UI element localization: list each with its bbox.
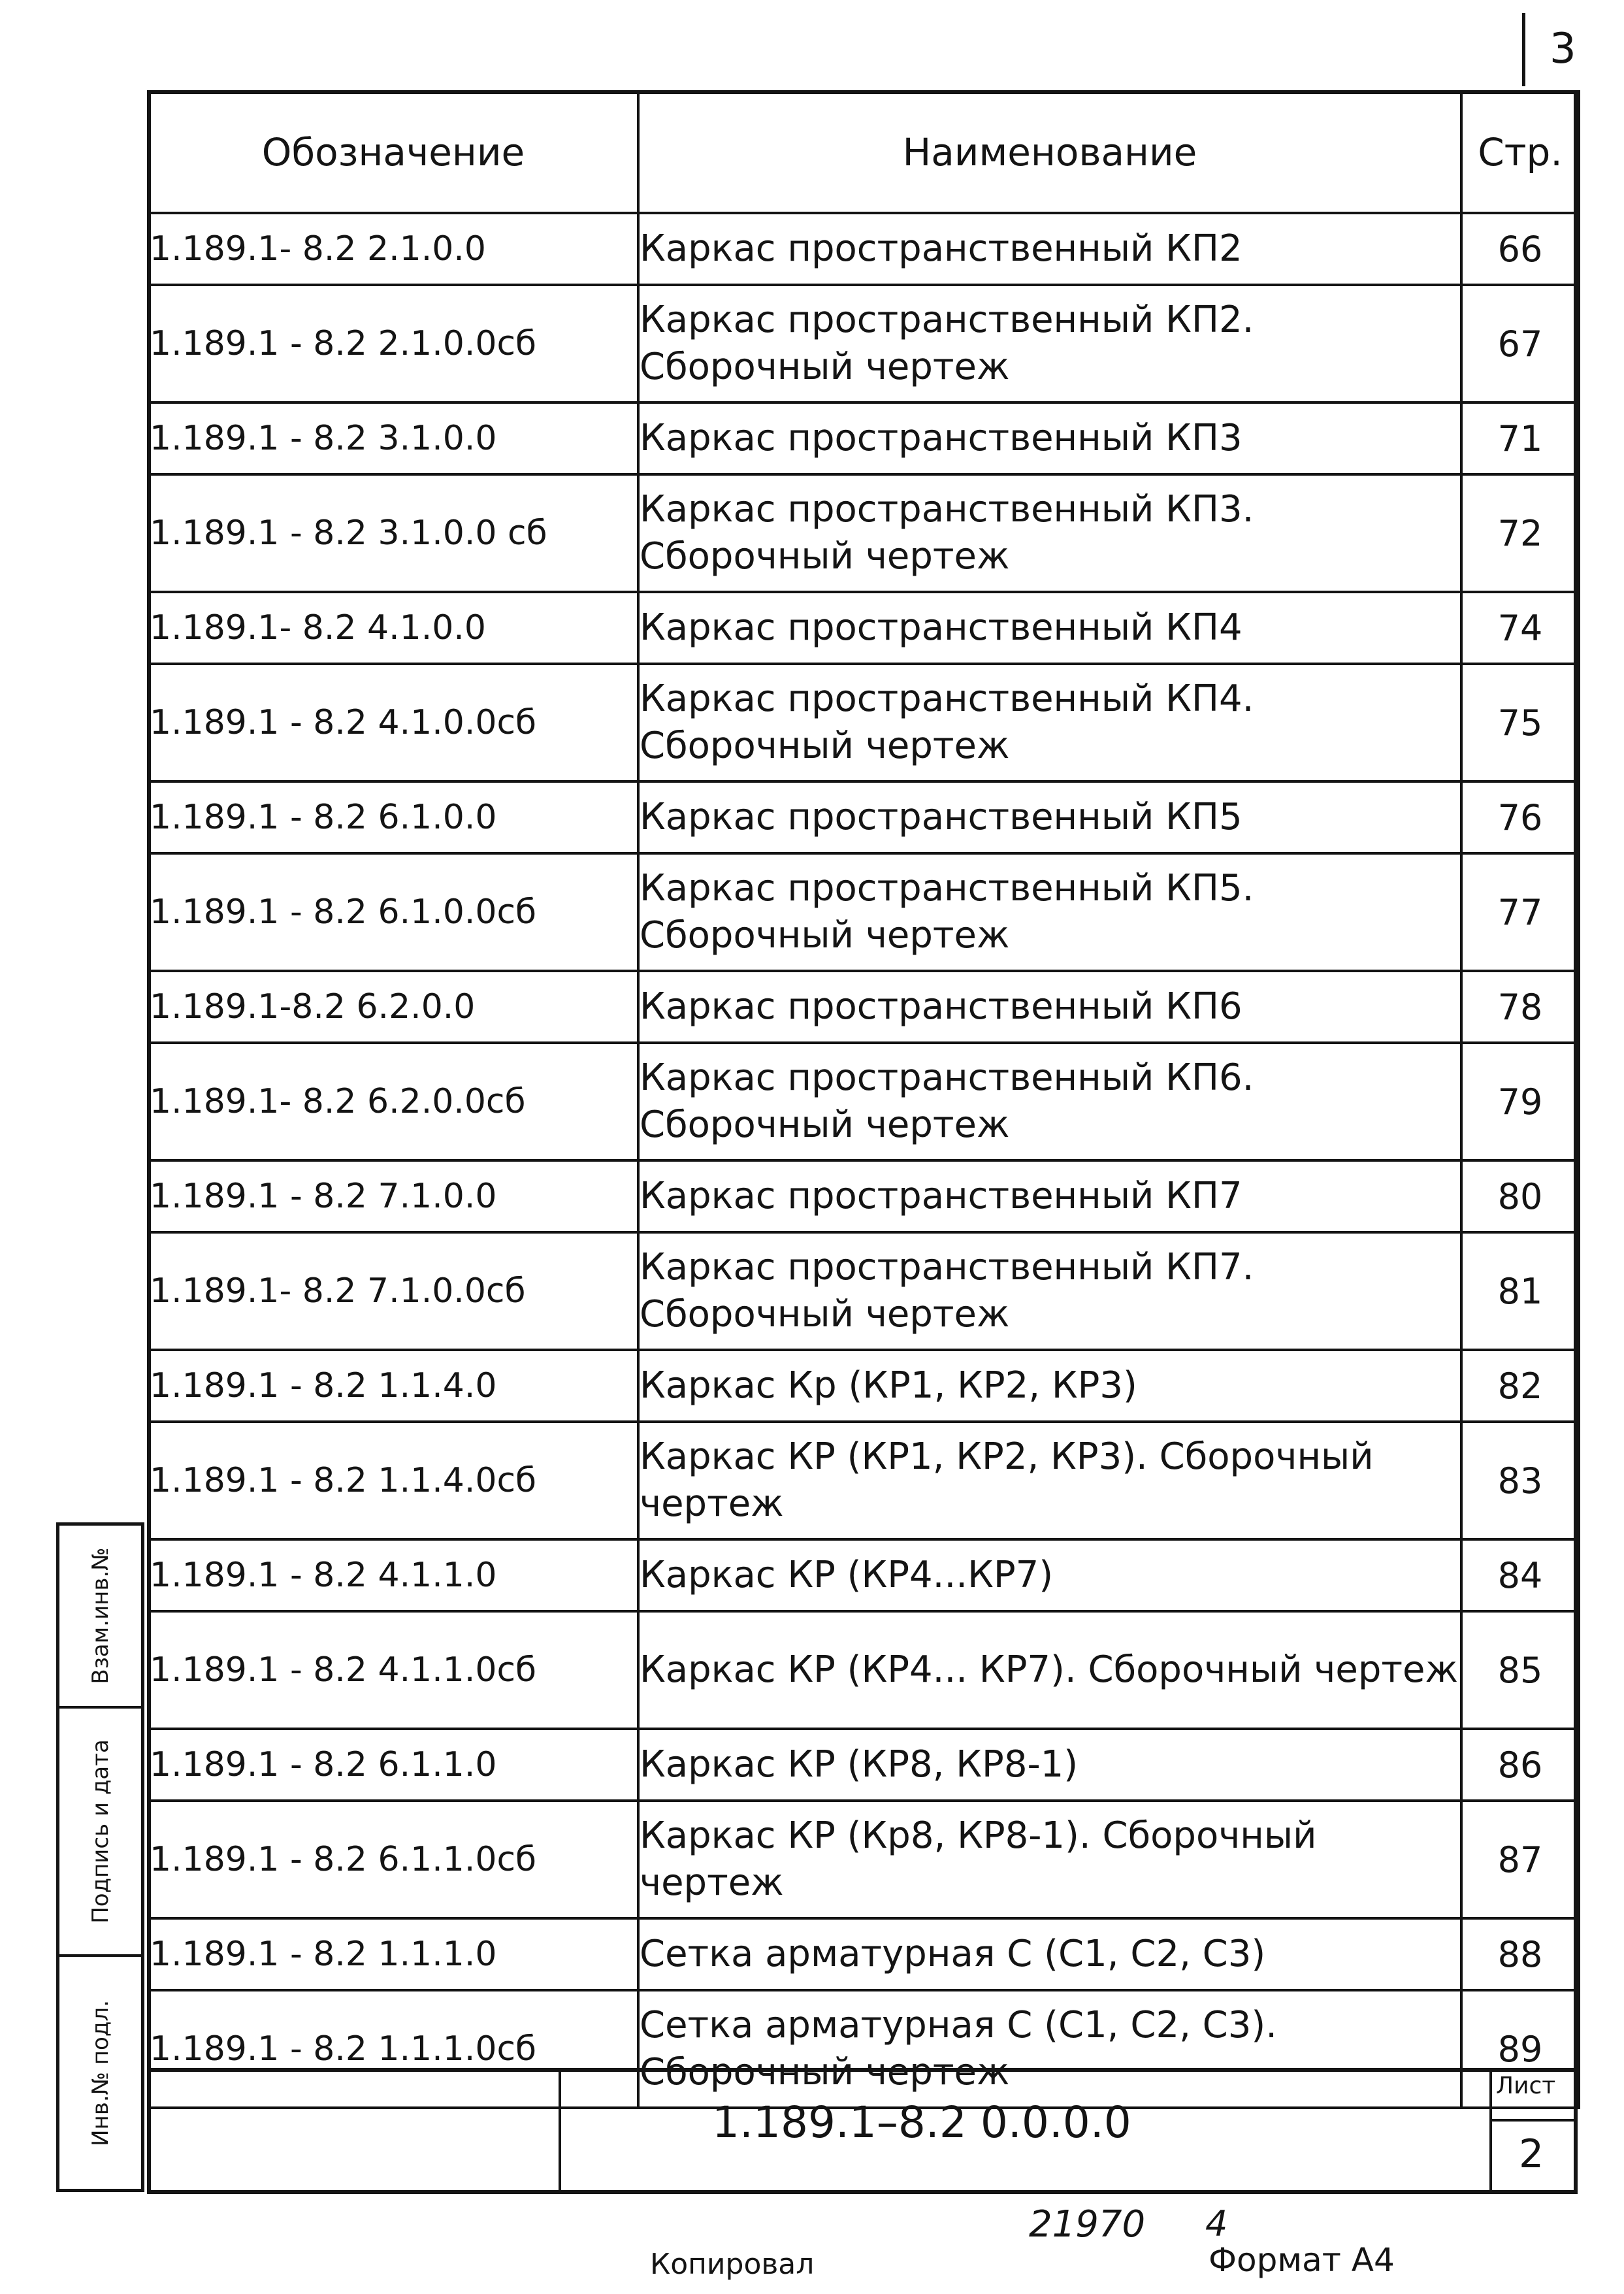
side-label-vzam-inv: Взам.инв.№ <box>87 1547 114 1684</box>
row-code: 1.189.1 - 8.2 4.1.0.0сб <box>148 664 638 781</box>
row-page: 79 <box>1461 1043 1579 1160</box>
row-code: 1.189.1 - 8.2 4.1.1.0сб <box>148 1611 638 1729</box>
row-name: Каркас КР (КР4...КР7) <box>638 1539 1461 1611</box>
row-page: 83 <box>1461 1422 1579 1539</box>
table-row <box>148 592 1579 664</box>
row-page: 66 <box>1461 213 1579 285</box>
row-name: Каркас КР (КР4... КР7). Сборочный чертеж <box>638 1611 1461 1729</box>
row-name: Каркас пространственный КП4 <box>638 592 1461 664</box>
row-page: 82 <box>1461 1350 1579 1422</box>
table-row <box>148 474 1579 592</box>
row-page: 87 <box>1461 1801 1579 1918</box>
specification-table <box>147 90 1580 2109</box>
row-code: 1.189.1-8.2 6.2.0.0 <box>148 971 638 1043</box>
table-row <box>148 664 1579 781</box>
copied-label: Копировал <box>650 2248 815 2281</box>
document-code: 1.189.1–8.2 0.0.0.0 <box>712 2097 1131 2148</box>
row-page: 78 <box>1461 971 1579 1043</box>
row-page: 85 <box>1461 1611 1579 1729</box>
row-page: 72 <box>1461 474 1579 592</box>
row-name: Каркас пространственный КП2. Сборочный чертеж <box>638 285 1461 402</box>
inventory-sub: 4 <box>1205 2203 1228 2244</box>
title-block-divider <box>1489 2068 1492 2194</box>
side-cell-inv-podl <box>59 1957 141 2189</box>
side-cell-signature <box>59 1709 141 1957</box>
row-page: 77 <box>1461 853 1579 971</box>
row-name: Каркас пространственный КП4. Сборочный чертеж <box>638 664 1461 781</box>
title-block-divider <box>1489 2119 1578 2122</box>
row-code: 1.189.1 - 8.2 3.1.0.0 <box>148 402 638 474</box>
row-name: Каркас КР (КР1, КР2, КР3). Сборочный чертеж <box>638 1422 1461 1539</box>
row-name: Сетка арматурная С (С1, С2, С3) <box>638 1918 1461 1990</box>
row-code: 1.189.1 - 8.2 1.1.1.0 <box>148 1918 638 1990</box>
table-row <box>148 853 1579 971</box>
sheet-value: 2 <box>1519 2131 1544 2177</box>
row-code: 1.189.1- 8.2 7.1.0.0сб <box>148 1232 638 1350</box>
table-row <box>148 1232 1579 1350</box>
row-page: 88 <box>1461 1918 1579 1990</box>
side-cell-vzam <box>59 1526 141 1709</box>
row-page: 80 <box>1461 1160 1579 1232</box>
row-code: 1.189.1 - 8.2 6.1.0.0сб <box>148 853 638 971</box>
row-code: 1.189.1 - 8.2 2.1.0.0сб <box>148 285 638 402</box>
header-name: Наименование <box>638 91 1461 213</box>
row-code: 1.189.1 - 8.2 4.1.1.0 <box>148 1539 638 1611</box>
row-page: 86 <box>1461 1729 1579 1801</box>
row-name: Каркас Кр (КР1, КР2, КР3) <box>638 1350 1461 1422</box>
row-code: 1.189.1- 8.2 6.2.0.0сб <box>148 1043 638 1160</box>
table-row <box>148 1611 1579 1729</box>
table-row <box>148 971 1579 1043</box>
table-row <box>148 1160 1579 1232</box>
row-name: Каркас пространственный КП3 <box>638 402 1461 474</box>
row-code: 1.189.1 - 8.2 1.1.4.0сб <box>148 1422 638 1539</box>
row-code: 1.189.1- 8.2 4.1.0.0 <box>148 592 638 664</box>
table-row <box>148 1539 1579 1611</box>
side-stamp-strip <box>56 1522 144 2192</box>
row-name: Сетка арматурная С (С1, С2, С3). Сборочный чертеж <box>638 1990 1461 2108</box>
row-page: 74 <box>1461 592 1579 664</box>
row-name: Каркас пространственный КП7. Сборочный чертеж <box>638 1232 1461 1350</box>
table-row <box>148 402 1579 474</box>
header-designation: Обозначение <box>148 91 638 213</box>
row-page: 81 <box>1461 1232 1579 1350</box>
row-code: 1.189.1 - 8.2 6.1.0.0 <box>148 781 638 853</box>
table-row <box>148 285 1579 402</box>
side-label-signature-date: Подпись и дата <box>87 1739 114 1924</box>
table-row <box>148 1801 1579 1918</box>
row-code: 1.189.1 - 8.2 6.1.1.0сб <box>148 1801 638 1918</box>
row-code: 1.189.1- 8.2 2.1.0.0 <box>148 213 638 285</box>
row-name: Каркас КР (Кр8, КР8-1). Сборочный чертеж <box>638 1801 1461 1918</box>
row-name: Каркас пространственный КП3. Сборочный чертеж <box>638 474 1461 592</box>
row-code: 1.189.1 - 8.2 1.1.1.0сб <box>148 1990 638 2108</box>
sheet-label: Лист <box>1496 2073 1556 2099</box>
row-name: Каркас КР (КР8, КР8-1) <box>638 1729 1461 1801</box>
row-page: 89 <box>1461 1990 1579 2108</box>
table-row <box>148 1729 1579 1801</box>
title-block-divider <box>559 2068 561 2194</box>
table-row <box>148 213 1579 285</box>
format-label: Формат А4 <box>1209 2241 1395 2279</box>
row-page: 71 <box>1461 402 1579 474</box>
row-name: Каркас пространственный КП7 <box>638 1160 1461 1232</box>
row-page: 84 <box>1461 1539 1579 1611</box>
table-row <box>148 1043 1579 1160</box>
row-name: Каркас пространственный КП5 <box>638 781 1461 853</box>
side-label-inv-podl: Инв.№ подл. <box>87 1999 114 2146</box>
table-row <box>148 1422 1579 1539</box>
table-row <box>148 1918 1579 1990</box>
row-name: Каркас пространственный КП6 <box>638 971 1461 1043</box>
row-code: 1.189.1 - 8.2 7.1.0.0 <box>148 1160 638 1232</box>
row-page: 75 <box>1461 664 1579 781</box>
row-page: 67 <box>1461 285 1579 402</box>
sheet-number: 3 <box>1550 25 1576 73</box>
row-name: Каркас пространственный КП2 <box>638 213 1461 285</box>
row-code: 1.189.1 - 8.2 3.1.0.0 сб <box>148 474 638 592</box>
row-name: Каркас пространственный КП6. Сборочный чертеж <box>638 1043 1461 1160</box>
row-page: 76 <box>1461 781 1579 853</box>
header-page: Стр. <box>1461 91 1579 213</box>
row-name: Каркас пространственный КП5. Сборочный чертеж <box>638 853 1461 971</box>
table-row <box>148 1350 1579 1422</box>
inventory-number: 21970 <box>1029 2203 1146 2246</box>
table-header-row <box>148 91 1579 213</box>
row-code: 1.189.1 - 8.2 6.1.1.0 <box>148 1729 638 1801</box>
table-row <box>148 781 1579 853</box>
row-code: 1.189.1 - 8.2 1.1.4.0 <box>148 1350 638 1422</box>
